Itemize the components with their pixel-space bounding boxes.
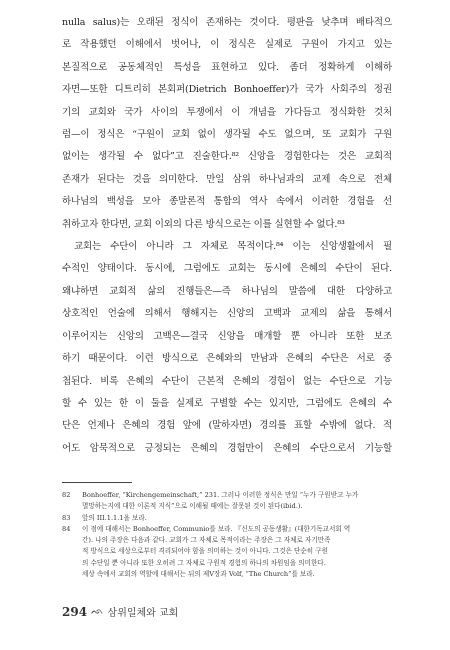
footnote-divider bbox=[62, 482, 132, 483]
paragraph-1 bbox=[62, 12, 392, 236]
paragraph-line: 로 작용했던 이해에서 벗어나, 이 정식은 실제로 구원이 가지고 있는 bbox=[62, 39, 392, 51]
paragraph-line: 존재가 된다는 것을 의미한다. 만일 삼위 하나님과의 교제 속으로 전체 bbox=[62, 173, 392, 185]
footnotes bbox=[62, 490, 392, 580]
paragraph-line: 수적인 양태이다. 동시에, 그럼에도 교회는 동시에 은혜의 수단이 된다. bbox=[62, 263, 392, 275]
footnote-82 bbox=[62, 490, 392, 513]
paragraph-line: 럼—이 정식은 “구원이 교회 없이 생각될 수도 없으며, 또 교회가 구원 bbox=[62, 129, 392, 141]
paragraph-line: 상호적인 언술에 의해서 행해지는 신앙의 고백과 교제의 삶을 통해서 bbox=[62, 308, 392, 320]
footnote-line: Bonhoeffer, “Kirchengemeinschaft,” 231. 그러나 이러한 정식은 만일 “누가 구원받고 누가 bbox=[82, 491, 359, 499]
footnote-83 bbox=[62, 513, 392, 524]
paragraph-line: nulla salus)는 오래된 정식이 존재하는 것이다. 평판을 낮추며 배타적으 bbox=[62, 17, 392, 28]
paragraph-line: 교회는 수단이 아니라 그 자체로 목적이다.⁸⁴ 이는 신앙생활에서 필 bbox=[74, 241, 392, 253]
footnote-number: 84 bbox=[62, 524, 71, 533]
page-number: 294 bbox=[62, 604, 88, 619]
footnote-line: 적 방식으로 세상으로부터 격리되어야 함을 의미하는 것이 아니다. 그것은 단순히 구원 bbox=[82, 547, 328, 556]
paragraph-line: 기의 교회와 국가 사이의 투쟁에서 이 개념을 가다듬고 정식화한 것처 bbox=[62, 106, 392, 118]
paragraph-line: 본질적으로 공동체적인 특성을 표현하고 있다. 좀더 정확하게 이해하 bbox=[62, 61, 392, 73]
paragraph-line: 단은 언제나 은혜의 경험 앞에 (말하자면) 경의를 표할 수밖에 없다. 적 bbox=[62, 420, 392, 432]
paragraph-line: 취하고자 한다면, 교회 이외의 다른 방식으로는 이를 실현할 수 없다.⁸³ bbox=[62, 218, 345, 230]
footnote-line: 이 점에 대해서는 Bonhoeffer, Communio를 보라. 『신도의 공동생활』(대한기독교서회 역 bbox=[82, 524, 351, 533]
paragraph-line: 어도 암묵적으로 긍정되는 은혜의 경험만이 은혜의 수단으로서 기능할 bbox=[62, 442, 392, 454]
paragraph-line: 첩된다. 비록 은혜의 수단이 근본적 은혜의 경험이 없는 수단으로 기능 bbox=[62, 375, 392, 387]
ornament-icon: ᨒ bbox=[91, 606, 104, 617]
paragraph-line: 할 수 있는 한 이 둘을 실제로 구별할 수는 있지만, 그럼에도 은혜의 수 bbox=[62, 397, 392, 409]
paragraph-line: 이루어지는 신앙의 고백은—결국 신앙을 매개할 뿐 아니라 또한 보조 bbox=[62, 330, 392, 342]
footnote-line: 멸망하는지에 대한 이론적 지식”으로 이해될 때에는 잘못된 것이 된다(ibid.). bbox=[82, 502, 303, 511]
footnote-line: 앞의 III.1.1.1을 보라. bbox=[82, 513, 147, 522]
running-footer bbox=[62, 604, 178, 619]
paragraph-line: 없이는 생각될 수 없다”고 진술한다.⁸² 신앙을 경험한다는 것은 교회적 bbox=[62, 151, 392, 163]
footnote-84 bbox=[62, 524, 392, 580]
footnote-number: 82 bbox=[62, 491, 71, 499]
book-title: 삼위일체와 교회 bbox=[107, 608, 179, 619]
paragraph-line: 하기 때문이다. 이런 방식으로 은혜와의 만남과 은혜의 수단은 서로 중 bbox=[62, 353, 392, 365]
paragraph-2 bbox=[62, 236, 392, 460]
footnote-line: 간). 나의 주장은 다음과 같다. 교회가 그 자체로 목적이라는 주장은 그 자체로 자기만족 bbox=[82, 536, 331, 545]
footnote-line: 세상 속에서 교회의 역할에 대해서는 뒤의 제V장과 Volf, “The Church”를 보라. bbox=[82, 570, 315, 579]
footnote-line: 의 수단일 뿐 아니라 또한 오히려 그 자체로 구원적 경험의 하나의 차원임을 의미한다. bbox=[82, 558, 326, 567]
paragraph-line: 하나님의 백성을 모아 종말론적 통합의 역사 속에서 이러한 경험을 선 bbox=[62, 196, 392, 208]
footnote-number: 83 bbox=[62, 513, 71, 522]
paragraph-line: 왜냐하면 교회적 삶의 진행들은—즉 하나님의 말씀에 대한 다양하고 bbox=[62, 285, 392, 297]
paragraph-line: 자면—또한 디트리히 본회퍼(Dietrich Bonhoeffer)가 국가 사회주의 정권 bbox=[62, 84, 392, 96]
body-text bbox=[62, 12, 392, 460]
